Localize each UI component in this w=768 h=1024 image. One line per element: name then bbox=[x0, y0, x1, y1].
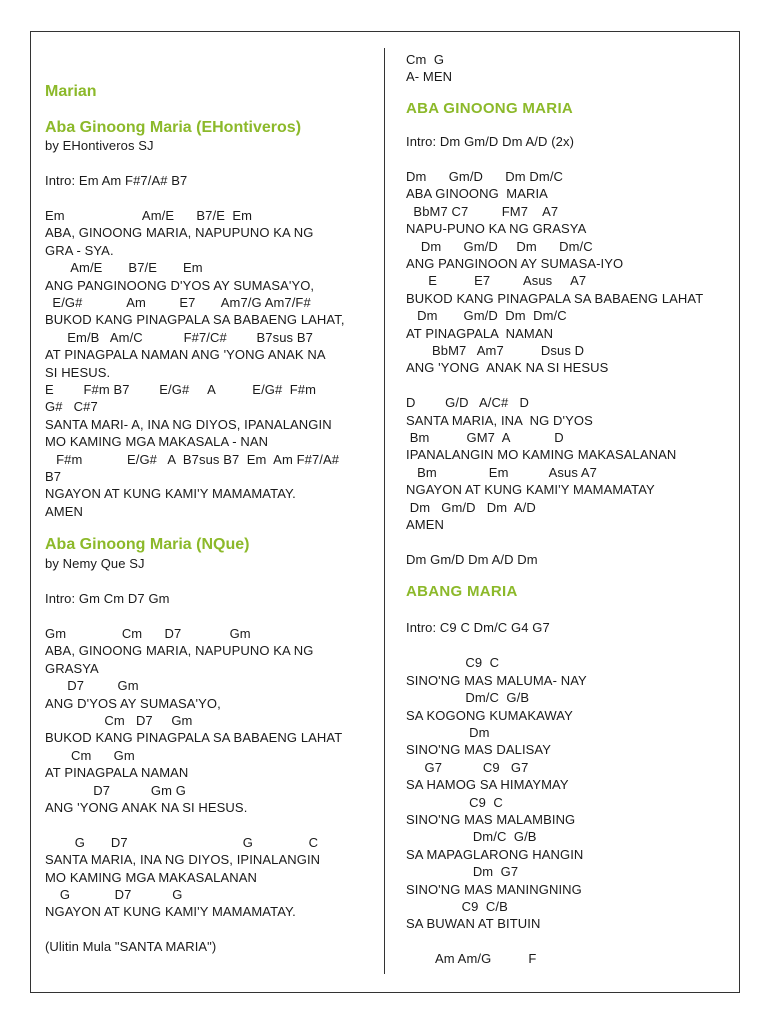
lyric-line: ANG 'YONG ANAK NA SI HESUS bbox=[406, 360, 609, 376]
lyric-line: BUKOD KANG PINAGPALA SA BABAENG LAHAT bbox=[45, 730, 343, 746]
lyric-line: G D7 G C bbox=[45, 834, 319, 850]
lyric-line: AT PINAGPALA NAMAN bbox=[45, 765, 189, 781]
lyric-line: ANG PANGINOON AY SUMASA-IYO bbox=[406, 256, 624, 271]
lyric-line: NGAYON AT KUNG KAMI'Y MAMAMATAY. bbox=[45, 904, 296, 920]
lyric-line: D7 Gm G bbox=[45, 782, 186, 798]
lyric-line: Dm Gm/D Dm A/D bbox=[406, 499, 536, 515]
lyric-line: E E7 Asus A7 bbox=[406, 273, 587, 289]
lyric-line: ABA GINOONG MARIA bbox=[406, 186, 548, 202]
song1-byline: by EHontiveros SJ bbox=[45, 138, 154, 153]
lyric-line: Dm Gm/D Dm Dm/C bbox=[406, 308, 567, 324]
lyric-line: MO KAMING MGA MAKASALA - NAN bbox=[45, 434, 269, 450]
lyric-line: Am/E B7/E Em bbox=[45, 260, 203, 276]
lyric-line: Dm G7 bbox=[406, 864, 519, 880]
lyric-line: Bm GM7 A D bbox=[406, 430, 564, 445]
lyric-line: Cm D7 Gm bbox=[45, 713, 193, 728]
lyric-line: AT PINAGPALA NAMAN bbox=[406, 325, 554, 341]
lyric-line: SINO'NG MAS MANINGNING bbox=[406, 881, 582, 897]
lyric-line: SANTA MARI- A, INA NG DIYOS, IPANALANGIN bbox=[45, 416, 332, 432]
lyric-line: Dm Gm/D Dm Dm/C bbox=[406, 238, 593, 254]
section-title: Marian bbox=[45, 83, 97, 100]
song2-intro: Intro: Gm Cm D7 Gm bbox=[45, 591, 170, 606]
lyric-line: G7 C9 G7 bbox=[406, 759, 529, 775]
lyric-line: AMEN bbox=[406, 517, 444, 532]
lyric-line: NGAYON AT KUNG KAMI'Y MAMAMATAY. bbox=[45, 486, 296, 502]
lyric-line: C9 C/B bbox=[406, 899, 508, 914]
lyric-line: G D7 G bbox=[45, 887, 183, 902]
lyric-line: (Ulitin Mula "SANTA MARIA") bbox=[45, 939, 217, 955]
lyric-line: SINO'NG MAS DALISAY bbox=[406, 742, 552, 758]
song4-title: ABANG MARIA bbox=[406, 583, 518, 600]
lyric-line: F#m E/G# A B7sus B7 Em Am F#7/A# bbox=[45, 451, 340, 467]
lyric-line: Dm Gm/D Dm Dm/C bbox=[406, 169, 564, 184]
lyric-line: Dm bbox=[406, 725, 490, 740]
lyric-line: SA KOGONG KUMAKAWAY bbox=[406, 707, 573, 723]
song1-intro: Intro: Em Am F#7/A# B7 bbox=[45, 173, 188, 188]
lyric-line: A- MEN bbox=[406, 69, 453, 85]
song4-intro: Intro: C9 C Dm/C G4 G7 bbox=[406, 620, 550, 635]
lyric-line: ANG D'YOS AY SUMASA'YO, bbox=[45, 695, 221, 711]
song3-intro: Intro: Dm Gm/D Dm A/D (2x) bbox=[406, 134, 575, 149]
lyric-line: GRASYA bbox=[45, 660, 99, 676]
lyric-line: E/G# Am E7 Am7/G Am7/F# bbox=[45, 295, 311, 310]
lyric-line: SA HAMOG SA HIMAYMAY bbox=[406, 777, 569, 793]
lyric-line: Am Am/G F bbox=[406, 951, 537, 967]
column-divider bbox=[384, 48, 385, 974]
lyric-line: MO KAMING MGA MAKASALANAN bbox=[45, 869, 257, 885]
lyric-line: NGAYON AT KUNG KAMI'Y MAMAMATAY bbox=[406, 482, 655, 498]
lyric-line: Gm Cm D7 Gm bbox=[45, 626, 251, 641]
lyric-line: Em Am/E B7/E Em bbox=[45, 208, 253, 223]
lyric-line: BUKOD KANG PINAGPALA SA BABAENG LAHAT, bbox=[45, 312, 345, 328]
song3-title: ABA GINOONG MARIA bbox=[406, 100, 574, 117]
lyric-line: SANTA MARIA, INA NG D'YOS bbox=[406, 412, 593, 428]
lyric-line: GRA - SYA. bbox=[45, 242, 114, 258]
lyric-line: D7 Gm bbox=[45, 678, 139, 694]
lyric-line: BbM7 Am7 Dsus D bbox=[406, 343, 585, 358]
song2-byline: by Nemy Que SJ bbox=[45, 556, 145, 571]
lyric-line: C9 C bbox=[406, 794, 503, 810]
lyric-line: B7 bbox=[45, 469, 62, 484]
lyric-line: C9 C bbox=[406, 655, 500, 671]
song2-title: Aba Ginoong Maria (NQue) bbox=[45, 536, 250, 553]
lyric-line: E F#m B7 E/G# A E/G# F#m bbox=[45, 382, 317, 397]
lyric-line: G# C#7 bbox=[45, 399, 98, 415]
lyric-line: BbM7 C7 FM7 A7 bbox=[406, 203, 559, 219]
song1-title: Aba Ginoong Maria (EHontiveros) bbox=[45, 119, 302, 136]
lyric-line: Dm/C G/B bbox=[406, 829, 537, 845]
lyric-line: Bm Em Asus A7 bbox=[406, 464, 598, 480]
lyric-line: BUKOD KANG PINAGPALA SA BABAENG LAHAT bbox=[406, 290, 704, 306]
lyric-line: ABA, GINOONG MARIA, NAPUPUNO KA NG bbox=[45, 643, 314, 659]
lyric-line: AMEN bbox=[45, 503, 83, 519]
lyric-line: SA MAPAGLARONG HANGIN bbox=[406, 846, 584, 862]
lyric-line: D G/D A/C# D bbox=[406, 395, 529, 411]
lyric-line: Dm Gm/D Dm A/D Dm bbox=[406, 551, 538, 567]
lyric-line: Em/B Am/C F#7/C# B7sus B7 bbox=[45, 329, 313, 345]
lyric-line: AT PINAGPALA NAMAN ANG 'YONG ANAK NA bbox=[45, 347, 326, 363]
lyric-line: SINO'NG MAS MALUMA- NAY bbox=[406, 672, 587, 688]
lyric-line: ABA, GINOONG MARIA, NAPUPUNO KA NG bbox=[45, 225, 314, 241]
lyric-line: SA BUWAN AT BITUIN bbox=[406, 916, 541, 932]
lyric-line: IPANALANGIN MO KAMING MAKASALANAN bbox=[406, 447, 677, 463]
lyric-line: ANG 'YONG ANAK NA SI HESUS. bbox=[45, 800, 248, 815]
lyric-line: Cm Gm bbox=[45, 747, 135, 763]
lyric-line: Cm G bbox=[406, 52, 445, 67]
lyric-line: SI HESUS. bbox=[45, 364, 111, 380]
lyric-line: NAPU-PUNO KA NG GRASYA bbox=[406, 221, 587, 237]
lyric-line: Dm/C G/B bbox=[406, 690, 530, 706]
lyric-line: SANTA MARIA, INA NG DIYOS, IPINALANGIN bbox=[45, 852, 321, 868]
lyric-line: SINO'NG MAS MALAMBING bbox=[406, 812, 576, 827]
lyric-line: ANG PANGINOONG D'YOS AY SUMASA'YO, bbox=[45, 277, 315, 293]
